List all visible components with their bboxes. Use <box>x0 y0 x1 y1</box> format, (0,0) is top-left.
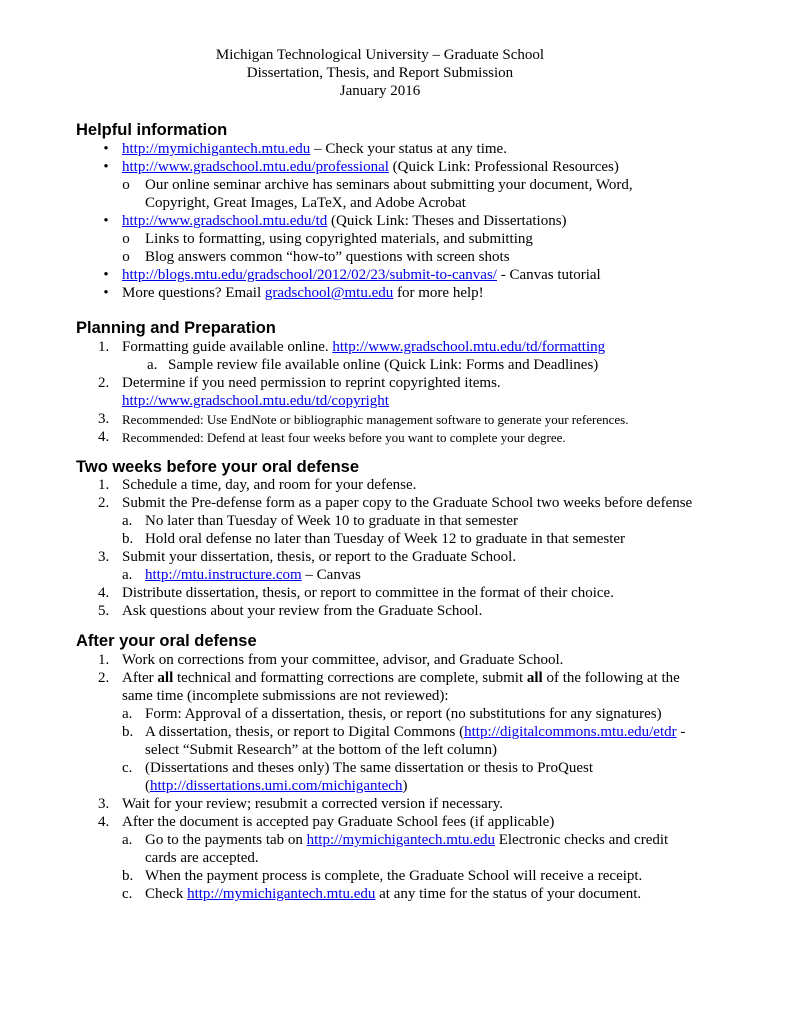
bullet-marker: • <box>103 267 109 283</box>
numbered-item <box>76 428 736 446</box>
item-text: Submit your dissertation, thesis, or report to the Graduate School. <box>122 549 517 565</box>
item-text: (Dissertations and theses only) The same dissertation or thesis to ProQuest <box>145 760 593 776</box>
item-text: Recommended: Defend at least four weeks before you want to complete your degree. <box>122 430 566 445</box>
mymichigantech-link[interactable]: http://mymichigantech.mtu.edu <box>122 141 311 157</box>
lettered-item-continued <box>76 849 736 867</box>
after-defense-heading: After your oral defense <box>76 632 257 650</box>
item-text: (Quick Link: Theses and Dissertations) <box>327 213 567 229</box>
item-text: Go to the payments tab on <box>145 832 307 848</box>
sub-bullet-marker: o <box>122 177 130 193</box>
sub-list-item <box>76 230 736 248</box>
item-text: at any time for the status of your document. <box>375 886 642 902</box>
numbered-item <box>76 602 736 620</box>
lettered-item <box>76 885 736 903</box>
numbered-item <box>76 669 736 687</box>
numbered-item <box>76 795 736 813</box>
planning-heading: Planning and Preparation <box>76 319 276 337</box>
lettered-item <box>76 530 736 548</box>
item-text: No later than Tuesday of Week 10 to graduate in that semester <box>145 513 519 529</box>
formatting-link[interactable]: http://www.gradschool.mtu.edu/td/formatting <box>332 339 606 355</box>
item-text: A dissertation, thesis, or report to Digital Commons ( <box>145 724 465 740</box>
item-text: More questions? Email <box>122 285 265 301</box>
item-text: for more help! <box>393 285 484 301</box>
helpful-list <box>76 140 736 302</box>
number-marker: 1. <box>98 652 110 668</box>
lettered-item <box>76 759 736 777</box>
item-text: - Canvas tutorial <box>496 267 601 283</box>
list-item <box>76 158 736 176</box>
letter-marker: b. <box>122 868 134 884</box>
item-text: Distribute dissertation, thesis, or report to committee in the format of their choice. <box>122 585 614 601</box>
sub-list-item-continued <box>76 194 736 212</box>
number-marker: 3. <box>98 549 110 565</box>
document-header <box>0 46 760 100</box>
numbered-item <box>76 548 736 566</box>
item-text: Blog answers common “how-to” questions with screen shots <box>145 249 510 265</box>
numbered-item <box>76 584 736 602</box>
item-text: – Check your status at any time. <box>310 141 507 157</box>
item-text: – Canvas <box>301 567 361 583</box>
lettered-item <box>76 512 736 530</box>
bullet-marker: • <box>103 213 109 229</box>
lettered-item <box>76 723 736 741</box>
item-text: Form: Approval of a dissertation, thesis, or report (no substitutions for any signatures) <box>145 706 662 722</box>
sub-bullet-marker: o <box>122 249 130 265</box>
item-text: Schedule a time, day, and room for your defense. <box>122 477 417 493</box>
item-text: Copyright, Great Images, LaTeX, and Adobe Acrobat <box>145 195 466 211</box>
bullet-marker: • <box>103 159 109 175</box>
proquest-link[interactable]: http://dissertations.umi.com/michigantech <box>150 778 403 794</box>
emphasis-all: all <box>526 670 543 686</box>
item-text: cards are accepted. <box>145 850 259 866</box>
item-text: Check <box>145 886 188 902</box>
number-marker: 3. <box>98 411 110 427</box>
copyright-link[interactable]: http://www.gradschool.mtu.edu/td/copyright <box>122 393 389 409</box>
bullet-marker: • <box>103 141 109 157</box>
number-marker: 1. <box>98 477 110 493</box>
lettered-item-continued <box>76 777 736 795</box>
letter-marker: a. <box>147 357 158 373</box>
numbered-item <box>76 494 736 512</box>
list-item <box>76 212 736 230</box>
number-marker: 2. <box>98 495 110 511</box>
item-text: - <box>676 724 686 740</box>
item-text: Hold oral defense no later than Tuesday of Week 12 to graduate in that semester <box>145 531 626 547</box>
item-text: ) <box>402 778 408 794</box>
number-marker: 5. <box>98 603 110 619</box>
item-text: (Quick Link: Professional Resources) <box>388 159 619 175</box>
emphasis-all: all <box>157 670 174 686</box>
sub-bullet-marker: o <box>122 231 130 247</box>
numbered-item <box>76 338 736 356</box>
item-text: Ask questions about your review from the Graduate School. <box>122 603 483 619</box>
number-marker: 2. <box>98 670 110 686</box>
letter-marker: c. <box>122 886 133 902</box>
item-text: Links to formatting, using copyrighted materials, and submitting <box>145 231 533 247</box>
header-line-3: January 2016 <box>339 83 421 99</box>
lettered-item <box>76 705 736 723</box>
numbered-item-continued <box>76 392 736 410</box>
item-text: After <box>122 670 158 686</box>
number-marker: 2. <box>98 375 110 391</box>
item-text: Work on corrections from your committee, advisor, and Graduate School. <box>122 652 564 668</box>
numbered-item <box>76 476 736 494</box>
item-text: Determine if you need permission to reprint copyrighted items. <box>122 375 501 391</box>
numbered-item <box>76 651 736 669</box>
letter-marker: c. <box>122 760 133 776</box>
item-text: Electronic checks and credit <box>494 832 669 848</box>
item-text: ( <box>145 778 150 794</box>
numbered-item <box>76 410 736 428</box>
canvas-blog-link[interactable]: http://blogs.mtu.edu/gradschool/2012/02/23/submit-to-canvas/ <box>122 267 497 283</box>
bullet-marker: • <box>103 285 109 301</box>
letter-marker: a. <box>122 567 133 583</box>
letter-marker: a. <box>122 513 133 529</box>
item-text: Our online seminar archive has seminars about submitting your document, Word, <box>145 177 633 193</box>
td-link[interactable]: http://www.gradschool.mtu.edu/td <box>122 213 328 229</box>
sub-list-item <box>76 248 736 266</box>
lettered-item <box>76 831 736 849</box>
item-text: select “Submit Research” at the bottom of the left column) <box>145 742 497 758</box>
list-item <box>76 284 736 302</box>
lettered-item-continued <box>76 741 736 759</box>
number-marker: 4. <box>98 429 110 445</box>
item-text: Formatting guide available online. <box>122 339 333 355</box>
after-defense-list <box>76 651 736 903</box>
status-link[interactable]: http://mymichigantech.mtu.edu <box>187 886 376 902</box>
item-text: When the payment process is complete, the Graduate School will receive a receipt. <box>145 868 643 884</box>
lettered-item <box>76 356 736 374</box>
two-weeks-heading: Two weeks before your oral defense <box>76 458 360 476</box>
number-marker: 3. <box>98 796 110 812</box>
canvas-link[interactable]: http://mtu.instructure.com <box>145 567 302 583</box>
header-line-2: Dissertation, Thesis, and Report Submission <box>246 65 514 81</box>
letter-marker: a. <box>122 832 133 848</box>
number-marker: 1. <box>98 339 110 355</box>
item-text: Submit the Pre-defense form as a paper copy to the Graduate School two weeks before defense <box>122 495 693 511</box>
letter-marker: b. <box>122 531 134 547</box>
item-text: of the following at the <box>542 670 680 686</box>
list-item <box>76 140 736 158</box>
number-marker: 4. <box>98 585 110 601</box>
planning-list <box>76 338 736 446</box>
letter-marker: a. <box>122 706 133 722</box>
numbered-item <box>76 813 736 831</box>
professional-link[interactable]: http://www.gradschool.mtu.edu/professional <box>122 159 389 175</box>
header-line-1: Michigan Technological University – Graduate School <box>215 47 545 63</box>
item-text: Sample review file available online (Quick Link: Forms and Deadlines) <box>168 357 599 373</box>
helpful-heading: Helpful information <box>76 121 228 139</box>
list-item <box>76 266 736 284</box>
letter-marker: b. <box>122 724 134 740</box>
payments-link[interactable]: http://mymichigantech.mtu.edu <box>306 832 495 848</box>
item-text: technical and formatting corrections are complete, submit <box>173 670 527 686</box>
item-text: Wait for your review; resubmit a corrected version if necessary. <box>122 796 503 812</box>
item-text: Recommended: Use EndNote or bibliographic management software to generate your references. <box>122 412 629 427</box>
number-marker: 4. <box>98 814 110 830</box>
item-text: After the document is accepted pay Graduate School fees (if applicable) <box>122 814 555 830</box>
gradschool-email-link[interactable]: gradschool@mtu.edu <box>264 285 394 301</box>
two-weeks-list <box>76 476 736 620</box>
item-text: same time (incomplete submissions are not reviewed): <box>122 688 449 704</box>
digitalcommons-link[interactable]: http://digitalcommons.mtu.edu/etdr <box>464 724 677 740</box>
lettered-item <box>76 867 736 885</box>
lettered-item <box>76 566 736 584</box>
numbered-item-continued <box>76 687 736 705</box>
sub-list-item <box>76 176 736 194</box>
numbered-item <box>76 374 736 392</box>
